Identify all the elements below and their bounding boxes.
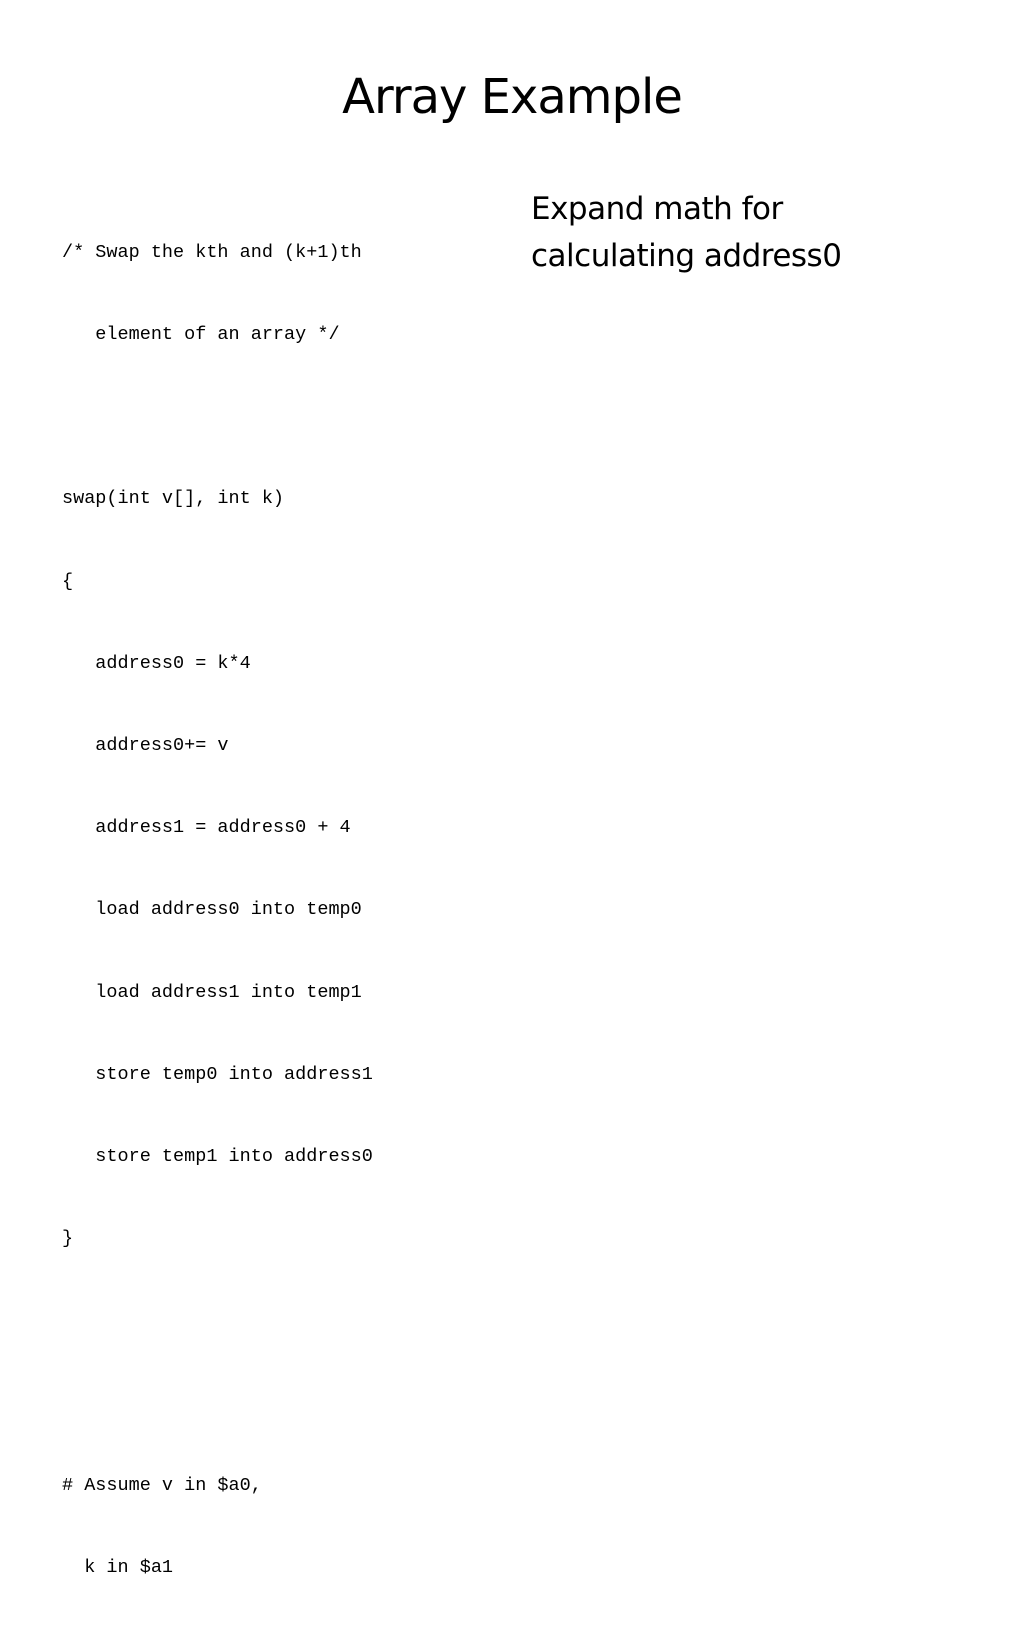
side-note-line: Expand math for	[531, 191, 783, 227]
code-line: store temp0 into address1	[62, 1063, 373, 1085]
code-line: load address0 into temp0	[62, 899, 362, 921]
side-note-line: calculating address0	[531, 238, 842, 274]
code-line: /* Swap the kth and (k+1)th	[62, 241, 362, 263]
code-line: k in $a1	[62, 1557, 174, 1579]
code-line: swap(int v[], int k)	[62, 488, 285, 510]
side-note	[531, 186, 951, 280]
code-line: # Assume v in $a0,	[62, 1474, 262, 1496]
code-line: address1 = address0 + 4	[62, 817, 351, 839]
code-line	[62, 1307, 502, 1334]
slide-title: Array Example	[342, 69, 682, 125]
code-line: }	[62, 1228, 74, 1250]
code-line: element of an array */	[62, 324, 340, 346]
code-line: address0 = k*4	[62, 652, 251, 674]
code-line	[62, 403, 502, 430]
code-line: {	[62, 570, 74, 592]
code-line: load address1 into temp1	[62, 981, 362, 1003]
code-line	[62, 1390, 502, 1417]
code-block	[62, 184, 502, 1636]
code-line: address0+= v	[62, 735, 229, 757]
code-line: store temp1 into address0	[62, 1146, 373, 1168]
